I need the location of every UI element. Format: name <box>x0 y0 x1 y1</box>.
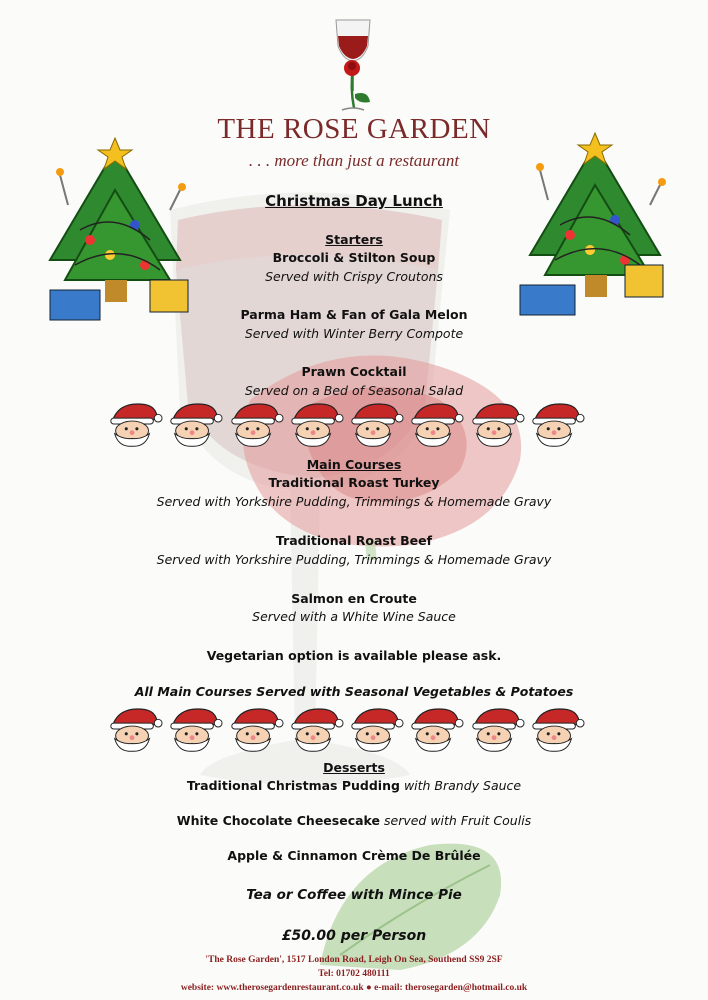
santa-face-icon <box>165 398 223 448</box>
footer-website: website: www.therosegardenrestaurant.co.uk <box>180 983 364 993</box>
santa-face-icon <box>105 703 163 753</box>
santa-face-icon <box>527 398 585 448</box>
santa-face-icon <box>406 703 464 753</box>
drinks-line: Tea or Coffee with Mince Pie <box>246 887 462 903</box>
dessert-desc: served with Fruit Coulis <box>384 813 532 828</box>
section-heading-mains: Main Courses <box>306 457 402 472</box>
dessert-name: White Chocolate Cheesecake <box>176 813 381 828</box>
restaurant-name: THE ROSE GARDEN <box>217 113 491 145</box>
main-desc: Served with a White Wine Sauce <box>252 609 456 624</box>
main-desc: Served with Yorkshire Pudding, Trimmings & Homemade Gravy <box>156 552 552 567</box>
santa-face-icon <box>346 703 404 753</box>
starter-desc: Served with Winter Berry Compote <box>244 326 464 341</box>
main-name: Salmon en Croute <box>291 591 417 606</box>
santa-face-icon <box>165 703 223 753</box>
santa-face-icon <box>105 398 163 448</box>
santa-face-icon <box>226 398 284 448</box>
dessert-desc: with Brandy Sauce <box>403 778 522 793</box>
santa-face-icon <box>286 703 344 753</box>
santa-face-icon <box>467 703 525 753</box>
footer-contact <box>0 983 708 993</box>
starter-name: Prawn Cocktail <box>301 364 407 379</box>
dessert-name: Traditional Christmas Pudding <box>186 778 400 793</box>
santa-face-icon <box>346 398 404 448</box>
mains-note: All Main Courses Served with Seasonal Vegetables & Potatoes <box>134 684 574 699</box>
starter-desc: Served on a Bed of Seasonal Salad <box>244 383 464 398</box>
dessert-name: Apple & Cinnamon Crème De Brûlée <box>227 848 481 863</box>
santa-face-icon <box>286 398 344 448</box>
price: £50.00 per Person <box>281 928 427 944</box>
main-name: Traditional Roast Turkey <box>268 475 440 490</box>
section-heading-desserts: Desserts <box>323 760 385 775</box>
main-name: Traditional Roast Beef <box>275 533 433 548</box>
starter-name: Parma Ham & Fan of Gala Melon <box>240 307 468 322</box>
vegetarian-note: Vegetarian option is available please ask. <box>206 648 502 663</box>
santa-face-icon <box>467 398 525 448</box>
wine-glass-rose-icon <box>328 18 378 113</box>
bullet-icon: ● <box>366 983 372 993</box>
footer-name: 'The Rose Garden' <box>205 955 282 965</box>
santa-divider <box>105 703 585 755</box>
starter-name: Broccoli & Stilton Soup <box>272 250 436 265</box>
santa-face-icon <box>527 703 585 753</box>
starter-desc: Served with Crispy Croutons <box>265 269 443 284</box>
dessert-item <box>0 813 708 828</box>
footer-address <box>0 955 708 965</box>
footer-address-text: , 1517 London Road, Leigh On Sea, Southend SS9 2SF <box>281 955 503 965</box>
santa-face-icon <box>226 703 284 753</box>
santa-face-icon <box>406 398 464 448</box>
main-desc: Served with Yorkshire Pudding, Trimmings & Homemade Gravy <box>156 494 552 509</box>
footer-email: e-mail: therosegarden@hotmail.co.uk <box>374 983 528 993</box>
menu-title: Christmas Day Lunch <box>265 192 443 210</box>
christmas-tree-icon <box>30 130 200 330</box>
dessert-item <box>0 778 708 793</box>
santa-divider <box>105 398 585 450</box>
footer-tel: Tel: 01702 480111 <box>318 969 390 979</box>
restaurant-tagline: . . . more than just a restaurant <box>248 151 460 170</box>
section-heading-starters: Starters <box>325 232 383 247</box>
christmas-tree-icon <box>510 125 680 325</box>
